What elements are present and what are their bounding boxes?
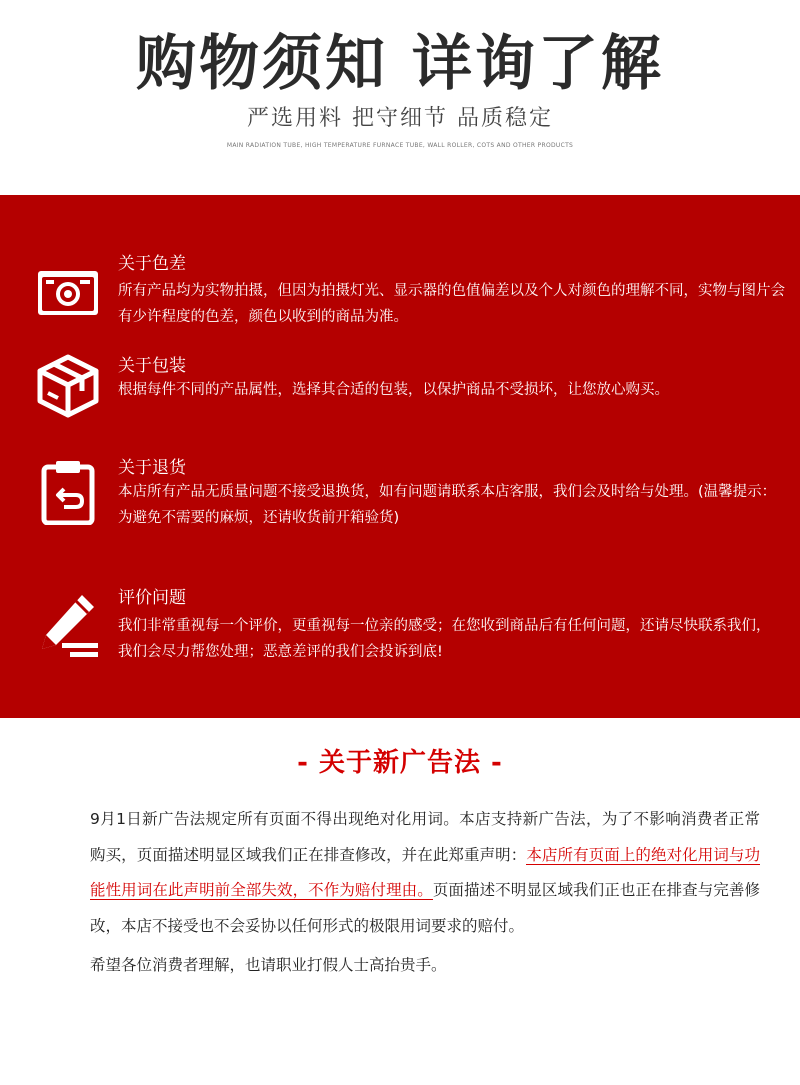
page-subtitle: 严选用料 把守细节 品质稳定 [247, 106, 553, 131]
notice-body: 根据每件不同的产品属性，选择其合适的包装，以保护商品不受损坏，让您放心购买。 [118, 382, 669, 398]
ad-law-paragraph: 希望各位消费者理解，也请职业打假人士高抬贵手。 [90, 956, 447, 974]
ad-law-highlight: 本店所有页面上的绝对化用词与功能性用词在此声明前全部失效，不作为赔付理由。 [90, 845, 760, 899]
notice-body: 所有产品均为实物拍摄，但因为拍摄灯光、显示器的色值偏差以及个人对颜色的理解不同，实物与图片会有少许程度的色差，颜色以收到的商品为准。 [118, 283, 785, 325]
notice-title: 关于包装 [118, 356, 186, 376]
english-tagline: MAIN RADIATION TUBE, HIGH TEMPERATURE FURNACE TUBE, WALL ROLLER, COTS AND OTHER PRODUCTS [226, 142, 574, 149]
header [0, 0, 800, 195]
package-box-icon [34, 351, 102, 419]
ad-law-body [50, 802, 760, 984]
page-title: 购物须知 详询了解 [136, 29, 664, 99]
ad-law-text: 页面描述不明显区域我们正也正在排查与完善修改，本店不接受也不会妥协以任何形式的极限用词要求的赔付。 [90, 881, 760, 935]
ad-law-text: 9月1日新广告法规定所有页面不得出现绝对化用词。本店支持新广告法，为了不影响消费者正常购买，页面描述明显区域我们正在排查修改，并在此郑重声明： [90, 810, 760, 864]
pencil-icon [34, 591, 102, 659]
notice-title: 关于退货 [118, 458, 186, 478]
notice-body: 我们非常重视每一个评价，更重视每一位亲的感受；在您收到商品后有任何问题，还请尽快联系我们，我们会尽力帮您处理；恶意差评的我们会投诉到底! [118, 618, 771, 660]
notice-body: 本店所有产品无质量问题不接受退换货，如有问题请联系本店客服，我们会及时给与处理。(温馨提示：为避免不需要的麻烦，还请收货前开箱验货) [118, 484, 777, 526]
notice-title: 关于色差 [118, 254, 186, 274]
notice-title: 评价问题 [118, 588, 186, 608]
camera-icon [34, 257, 102, 325]
ad-law-title: - 关于新广告法 - [297, 748, 503, 778]
notice-panel [0, 195, 800, 718]
ad-law-paragraph [50, 802, 760, 944]
return-clipboard-icon [34, 457, 102, 525]
